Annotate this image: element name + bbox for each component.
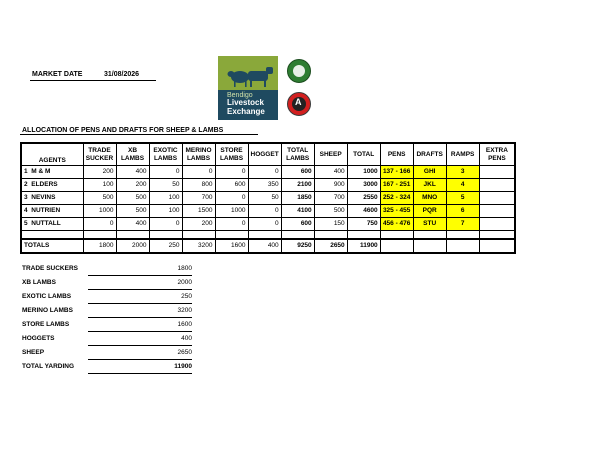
totals-empty-cell (446, 239, 479, 253)
spacer-cell (446, 231, 479, 240)
table-row (21, 179, 515, 192)
merino-lambs-cell: 0 (182, 166, 215, 179)
total-total-lambs: 9250 (281, 239, 314, 253)
pens-cell: 137 - 166 (380, 166, 413, 179)
summary-row-store-lambs (22, 319, 192, 332)
col-header-hogget: HOGGET (248, 143, 281, 166)
exotic-lambs-cell: 100 (149, 192, 182, 205)
sheep-cell: 500 (314, 205, 347, 218)
section-title: ALLOCATION OF PENS AND DRAFTS FOR SHEEP & LAMBS (22, 127, 224, 134)
summary-underline (88, 303, 192, 304)
spacer-cell (116, 231, 149, 240)
col-header-extra-pens: EXTRA PENS (479, 143, 515, 166)
summary-row-total-yarding (22, 361, 192, 374)
pens-cell: 325 - 455 (380, 205, 413, 218)
totals-empty-cell (380, 239, 413, 253)
bendigo-livestock-exchange-logo (218, 56, 278, 120)
pens-cell: 456 - 476 (380, 218, 413, 231)
total-sheep: 2650 (314, 239, 347, 253)
summary-value: 2000 (177, 279, 192, 286)
table-row (21, 205, 515, 218)
market-date-value: 31/08/2026 (104, 71, 140, 78)
summary-row-hoggets (22, 333, 192, 346)
totals-row (21, 239, 515, 253)
exotic-lambs-cell: 100 (149, 205, 182, 218)
total-hogget: 400 (248, 239, 281, 253)
exotic-lambs-cell: 0 (149, 166, 182, 179)
sheep-cattle-logo-icon (218, 56, 278, 90)
total-cell: 1000 (347, 166, 380, 179)
hogget-cell: 0 (248, 205, 281, 218)
agent-cell (21, 205, 83, 218)
agent-cell (21, 218, 83, 231)
drafts-cell: STU (413, 218, 446, 231)
extra-pens-cell (479, 179, 515, 192)
market-date-underline (30, 80, 156, 81)
total-merino-lambs: 3200 (182, 239, 215, 253)
summary-label: HOGGETS (22, 335, 55, 342)
total-trade-sucker: 1800 (83, 239, 116, 253)
table-row (21, 192, 515, 205)
total-xb-lambs: 2000 (116, 239, 149, 253)
spacer-cell (215, 231, 248, 240)
summary-label: SHEEP (22, 349, 45, 356)
ramps-cell: 6 (446, 205, 479, 218)
trade-sucker-cell: 1000 (83, 205, 116, 218)
logo-text-exchange: Exchange (227, 107, 265, 116)
hogget-cell: 50 (248, 192, 281, 205)
section-title-underline (20, 134, 258, 135)
summary-underline (88, 331, 192, 332)
spacer-cell (347, 231, 380, 240)
spacer-cell (149, 231, 182, 240)
summary-row-merino-lambs (22, 305, 192, 318)
trade-sucker-cell: 100 (83, 179, 116, 192)
xb-lambs-cell: 400 (116, 218, 149, 231)
store-lambs-cell: 0 (215, 218, 248, 231)
spacer-cell (83, 231, 116, 240)
summary-underline (88, 359, 192, 360)
trade-sucker-cell: 500 (83, 192, 116, 205)
sheep-cell: 900 (314, 179, 347, 192)
totals-empty-cell (479, 239, 515, 253)
hogget-cell: 350 (248, 179, 281, 192)
agent-cell (21, 166, 83, 179)
total-lambs-cell: 1850 (281, 192, 314, 205)
summary-label: TRADE SUCKERS (22, 265, 78, 272)
drafts-cell: MNO (413, 192, 446, 205)
col-header-sheep: SHEEP (314, 143, 347, 166)
pens-cell: 167 - 251 (380, 179, 413, 192)
xb-lambs-cell: 400 (116, 166, 149, 179)
spacer-cell (248, 231, 281, 240)
spacer-cell (314, 231, 347, 240)
agent-name: M & M (31, 168, 51, 175)
summary-value: 2650 (177, 349, 192, 356)
drafts-cell: PQR (413, 205, 446, 218)
spacer-cell (479, 231, 515, 240)
summary-label: TOTAL YARDING (22, 363, 75, 370)
spacer-cell (380, 231, 413, 240)
agent-name: NEVINS (31, 194, 56, 201)
col-header-pens: PENS (380, 143, 413, 166)
merino-lambs-cell: 1500 (182, 205, 215, 218)
total-store-lambs: 1600 (215, 239, 248, 253)
drafts-cell: GHI (413, 166, 446, 179)
ramps-cell: 3 (446, 166, 479, 179)
spacer-row (21, 231, 515, 240)
summary-value: 1800 (177, 265, 192, 272)
nsqa-certification-icon (287, 59, 311, 83)
agent-name: ELDERS (31, 181, 58, 188)
logo-text-bendigo: Bendigo (227, 92, 253, 99)
hogget-cell: 0 (248, 218, 281, 231)
extra-pens-cell (479, 218, 515, 231)
total-lambs-cell: 600 (281, 166, 314, 179)
table-row (21, 166, 515, 179)
total-cell: 750 (347, 218, 380, 231)
sheep-cell: 150 (314, 218, 347, 231)
summary-value: 1600 (177, 321, 192, 328)
summary-label: MERINO LAMBS (22, 307, 73, 314)
summary-underline (88, 345, 192, 346)
summary-row-sheep (22, 347, 192, 360)
xb-lambs-cell: 500 (116, 192, 149, 205)
total-lambs-cell: 2100 (281, 179, 314, 192)
industry-ring-icon: A (287, 92, 311, 116)
col-header-exotic-lambs: EXOTIC LAMBS (149, 143, 182, 166)
summary-row-trade-suckers (22, 263, 192, 276)
summary-label: EXOTIC LAMBS (22, 293, 72, 300)
total-cell: 4600 (347, 205, 380, 218)
total-cell: 2550 (347, 192, 380, 205)
spacer-cell (21, 231, 83, 240)
xb-lambs-cell: 500 (116, 205, 149, 218)
agent-number: 1 (24, 168, 28, 175)
summary-label: STORE LAMBS (22, 321, 70, 328)
exotic-lambs-cell: 50 (149, 179, 182, 192)
table-row (21, 218, 515, 231)
store-lambs-cell: 1000 (215, 205, 248, 218)
table-header-row (21, 143, 515, 166)
store-lambs-cell: 0 (215, 166, 248, 179)
summary-row-xb-lambs (22, 277, 192, 290)
col-header-ramps: RAMPS (446, 143, 479, 166)
spacer-cell (413, 231, 446, 240)
store-lambs-cell: 0 (215, 192, 248, 205)
ramps-cell: 5 (446, 192, 479, 205)
exotic-lambs-cell: 0 (149, 218, 182, 231)
summary-underline (88, 289, 192, 290)
col-header-total-lambs: TOTAL LAMBS (281, 143, 314, 166)
col-header-drafts: DRAFTS (413, 143, 446, 166)
summary-value: 250 (181, 293, 192, 300)
spacer-cell (182, 231, 215, 240)
agent-name: NUTRIEN (31, 207, 61, 214)
summary-row-exotic-lambs (22, 291, 192, 304)
hogget-cell: 0 (248, 166, 281, 179)
agent-number: 4 (24, 207, 28, 214)
summary-underline (88, 317, 192, 318)
totals-empty-cell (413, 239, 446, 253)
merino-lambs-cell: 200 (182, 218, 215, 231)
spacer-cell (281, 231, 314, 240)
summary-value: 3200 (177, 307, 192, 314)
agent-number: 3 (24, 194, 28, 201)
totals-label: TOTALS (21, 239, 83, 253)
trade-sucker-cell: 200 (83, 166, 116, 179)
extra-pens-cell (479, 166, 515, 179)
summary-label: XB LAMBS (22, 279, 56, 286)
agent-number: 2 (24, 181, 28, 188)
total-cell: 3000 (347, 179, 380, 192)
agent-cell (21, 192, 83, 205)
col-header-store-lambs: STORE LAMBS (215, 143, 248, 166)
col-header-total: TOTAL (347, 143, 380, 166)
col-header-merino-lambs: MERINO LAMBS (182, 143, 215, 166)
sheep-cell: 400 (314, 166, 347, 179)
pens-cell: 252 - 324 (380, 192, 413, 205)
agent-name: NUTTALL (31, 220, 61, 227)
sheep-cell: 700 (314, 192, 347, 205)
drafts-cell: JKL (413, 179, 446, 192)
ramps-cell: 7 (446, 218, 479, 231)
total-exotic-lambs: 250 (149, 239, 182, 253)
logo-text-livestock: Livestock (227, 98, 264, 107)
summary-underline (88, 373, 192, 374)
merino-lambs-cell: 700 (182, 192, 215, 205)
summary-value: 11900 (174, 363, 192, 370)
agent-number: 5 (24, 220, 28, 227)
pen-allocation-table (20, 142, 516, 254)
summary-value: 400 (181, 335, 192, 342)
ramps-cell: 4 (446, 179, 479, 192)
extra-pens-cell (479, 192, 515, 205)
grand-total: 11900 (347, 239, 380, 253)
col-header-trade-sucker: TRADE SUCKER (83, 143, 116, 166)
summary-underline (88, 275, 192, 276)
trade-sucker-cell: 0 (83, 218, 116, 231)
merino-lambs-cell: 800 (182, 179, 215, 192)
market-date-label: MARKET DATE (32, 71, 83, 78)
xb-lambs-cell: 200 (116, 179, 149, 192)
col-header-agents: AGENTS (21, 143, 83, 166)
extra-pens-cell (479, 205, 515, 218)
store-lambs-cell: 600 (215, 179, 248, 192)
total-lambs-cell: 4100 (281, 205, 314, 218)
col-header-xb-lambs: XB LAMBS (116, 143, 149, 166)
agent-cell (21, 179, 83, 192)
total-lambs-cell: 600 (281, 218, 314, 231)
